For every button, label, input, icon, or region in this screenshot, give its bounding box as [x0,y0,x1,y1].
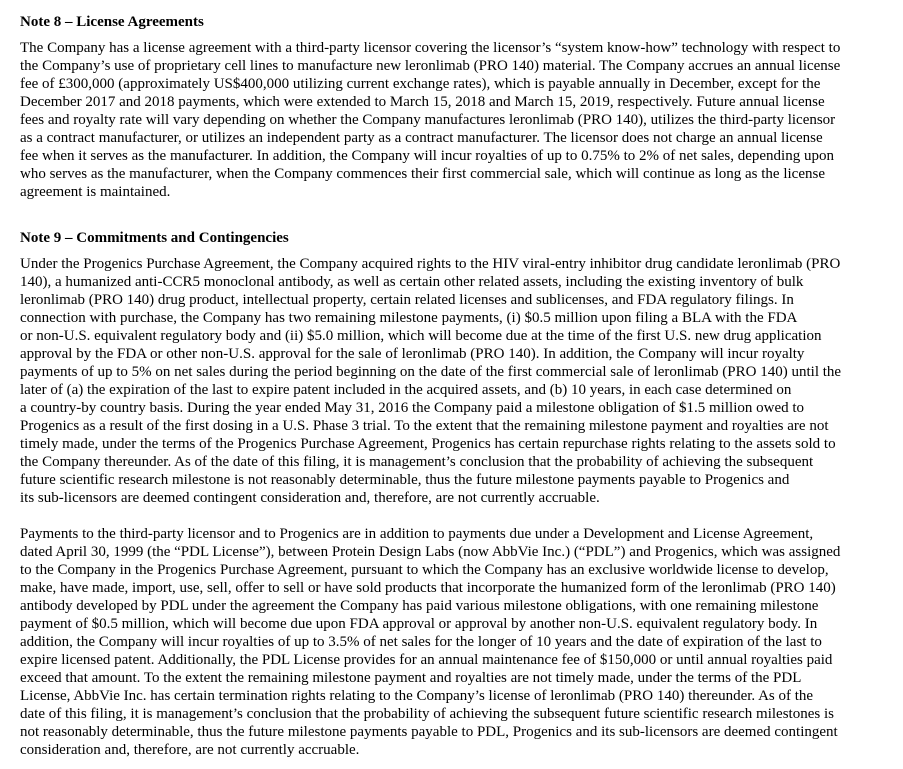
paragraph-line: fees and royalty rate will vary depending on whether the Company manufactures leronlimab (PRO 140), utilizes the third-party licensor [20,112,836,128]
paragraph-line: leronlimab (PRO 140) drug product, intellectual property, certain related licenses and sublicenses, and FDA regulatory filings. In [20,292,794,308]
paragraph-line: expire licensed patent. Additionally, the PDL License provides for an annual maintenance fee of $150,000 or until annual royalties paid [20,652,833,668]
paragraph-line: payments of up to 5% on net sales during the period beginning on the date of the first commercial sale of leronlimab (PRO 140) until the [20,364,842,380]
paragraph-line: antibody developed by PDL under the agreement the Company has paid various milestone obligations, with one remaining milestone [20,598,819,614]
paragraph-line: the Company’s use of proprietary cell lines to manufacture new leronlimab (PRO 140) material. The Company accrues an annual license [20,58,841,74]
paragraph-line: connection with purchase, the Company has two remaining milestone payments, (i) $0.5 million upon filing a BLA with the FDA [20,310,798,326]
paragraph-line: consideration and, therefore, are not currently accruable. [20,742,360,758]
note-9-heading: Note 9 – Commitments and Contingencies [20,230,289,246]
paragraph-line: Under the Progenics Purchase Agreement, the Company acquired rights to the HIV viral-entry inhibitor drug candidate leronlimab (PRO [20,256,841,272]
paragraph-line: fee of £300,000 (approximately US$400,000 utilizing current exchange rates), which is payable annually in December, except for the [20,76,821,92]
paragraph-line: a country-by country basis. During the year ended May 31, 2016 the Company paid a milestone obligation of $1.5 million owed to [20,400,805,416]
note-9-paragraph-1 [20,255,841,507]
paragraph-line: December 2017 and 2018 payments, which were extended to March 15, 2018 and March 15, 2019, respectively. Future annual license [20,94,825,110]
paragraph-line: the Company thereunder. As of the date of this filing, it is management’s conclusion that the probability of achieving the subsequent [20,454,814,470]
paragraph-line: payment of $0.5 million, which will become due upon FDA approval or approval by another non-U.S. equivalent regulatory body. In [20,616,818,632]
paragraph-line: 140), a humanized anti-CCR5 monoclonal antibody, as well as certain other related assets, including the existing inventory of bulk [20,274,804,290]
paragraph-line: or non-U.S. equivalent regulatory body and (ii) $5.0 million, which will become due at the time of the first U.S. new drug application [20,328,822,344]
paragraph-line: The Company has a license agreement with a third-party licensor covering the licensor’s “system know-how” technology with respect to [20,40,841,56]
paragraph-line: agreement is maintained. [20,184,171,200]
paragraph-line: addition, the Company will incur royalties of up to 3.5% of net sales for the longer of 10 years and the date of expiration of the last to [20,634,822,650]
paragraph-line: dated April 30, 1999 (the “PDL License”), between Protein Design Labs (now AbbVie Inc.) (“PDL”) and Progenics, which was assigned [20,544,841,560]
paragraph-line: to the Company in the Progenics Purchase Agreement, pursuant to which the Company has an exclusive worldwide license to develop, [20,562,829,578]
paragraph-line: fee when it serves as the manufacturer. In addition, the Company will incur royalties of up to 0.75% to 2% of net sales, depending upon [20,148,834,164]
paragraph-line: exceed that amount. To the extent the remaining milestone payment and royalties are not timely made, under the terms of the PDL [20,670,802,686]
paragraph-line: date of this filing, it is management’s conclusion that the probability of achieving the subsequent future scientific research milestones is [20,706,834,722]
paragraph-line: Payments to the third-party licensor and to Progenics are in addition to payments due under a Development and License Agreement, [20,526,814,542]
paragraph-line: timely made, under the terms of the Progenics Purchase Agreement, Progenics has certain repurchase rights relating to the assets sold to [20,436,836,452]
paragraph-line: later of (a) the expiration of the last to expire patent included in the acquired assets, and (b) 10 years, in each case determined on [20,382,792,398]
paragraph-line: not reasonably determinable, thus the future milestone payments payable to PDL, Progenics and its sub-licensors are deemed contingent [20,724,838,740]
paragraph-line: Progenics as a result of the first dosing in a U.S. Phase 3 trial. To the extent that the remaining milestone payment and royalties are not [20,418,829,434]
paragraph-line: make, have made, import, use, sell, offer to sell or have sold products that incorporate the humanized form of the leronlimab (PRO 140) [20,580,836,596]
paragraph-line: future scientific research milestone is not reasonably determinable, thus the future milestone payments payable to Progenics and [20,472,790,488]
paragraph-line: approval by the FDA or other non-U.S. approval for the sale of leronlimab (PRO 140). In addition, the Company will incur royalty [20,346,805,362]
paragraph-line: who serves as the manufacturer, when the Company commences their first commercial sale, which will continue as long as the license [20,166,825,182]
paragraph-line: its sub-licensors are deemed contingent consideration and, therefore, are not currently accruable. [20,490,600,506]
note-8-paragraph [20,39,840,201]
note-8-heading: Note 8 – License Agreements [20,14,204,30]
paragraph-line: as a contract manufacturer, or utilizes an independent party as a contract manufacturer. The licensor does not charge an annual license [20,130,823,146]
paragraph-line: License, AbbVie Inc. has certain termination rights relating to the Company’s license of leronlimab (PRO 140) thereunder. As of the [20,688,814,704]
note-9-paragraph-2 [20,525,840,759]
